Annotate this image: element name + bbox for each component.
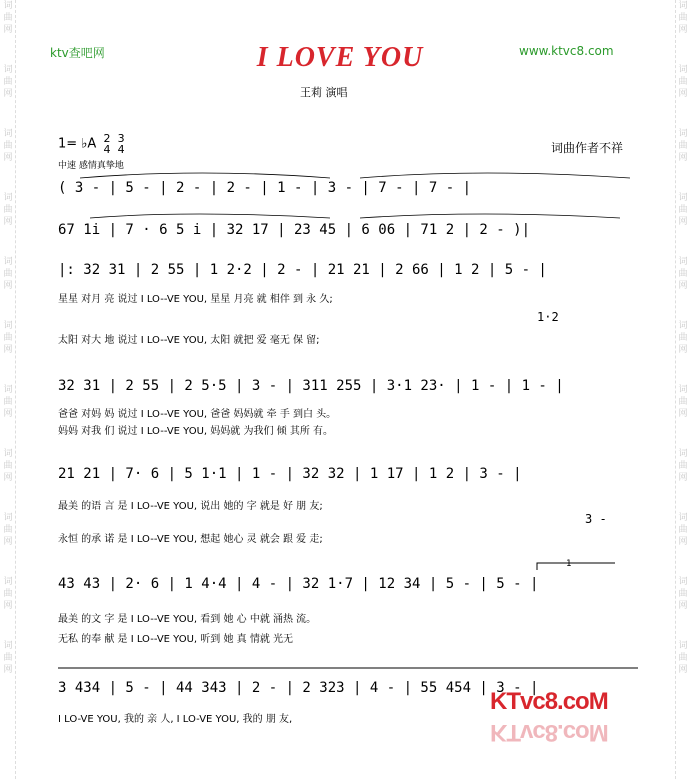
margin-glyph: 词 (3, 449, 13, 459)
margin-glyph: 词 (678, 1, 688, 11)
margin-glyph: 词 (678, 257, 688, 267)
margin-glyph: 曲 (678, 397, 688, 407)
margin-glyph-group (676, 640, 690, 676)
lyric-line-2: 太阳 对大 地 说过 I LO--VE YOU, 太阳 就把 爱 毫无 保 留; (58, 335, 320, 346)
margin-glyph-group (1, 576, 15, 612)
margin-glyph: 网 (678, 217, 688, 227)
margin-glyph: 词 (3, 193, 13, 203)
margin-glyph: 曲 (3, 525, 13, 535)
margin-glyph: 曲 (678, 461, 688, 471)
margin-glyph-group (1, 320, 15, 356)
margin-glyph: 网 (3, 153, 13, 163)
margin-glyph: 词 (3, 577, 13, 587)
margin-glyph-group (1, 128, 15, 164)
margin-glyph-group (676, 256, 690, 292)
margin-glyph-group (1, 512, 15, 548)
score-line-5: 21 21 | 7· 6 | 5 1·1 | 1 - | 32 32 | 1 17 | 1 2 | 3 - | (58, 466, 522, 482)
margin-glyph-group (676, 0, 690, 36)
margin-glyph: 词 (3, 1, 13, 11)
lyric-line-9: I LO-VE YOU, 我的 亲 人, I LO-VE YOU, 我的 朋 友, (58, 714, 293, 725)
margin-glyph-group (676, 320, 690, 356)
meter-b-num: 3 (117, 132, 125, 145)
margin-glyph: 网 (678, 281, 688, 291)
meter-a (103, 133, 110, 155)
margin-glyph-group (1, 256, 15, 292)
margin-glyph: 网 (678, 473, 688, 483)
alt-note-b: 3 - (585, 512, 607, 526)
score-line-6: 43 43 | 2· 6 | 1 4·4 | 4 - | 32 1·7 | 12 34 | 5 - | 5 - | (58, 576, 539, 592)
margin-glyph-group (676, 448, 690, 484)
margin-glyph-group (676, 576, 690, 612)
margin-glyph-group (1, 640, 15, 676)
margin-glyph: 曲 (3, 333, 13, 343)
score-line-3: |: 32 31 | 2 55 | 1 2·2 | 2 - | 21 21 | 2 66 | 1 2 | 5 - | (58, 262, 547, 278)
margin-glyph: 网 (678, 409, 688, 419)
margin-glyph: 曲 (3, 141, 13, 151)
margin-glyph-group (676, 384, 690, 420)
slur-intro-2 (360, 173, 630, 178)
margin-glyph: 网 (678, 345, 688, 355)
margin-glyph: 曲 (3, 77, 13, 87)
singer-credit: 王莉 演唱 (300, 86, 348, 99)
margin-glyph: 曲 (678, 333, 688, 343)
margin-glyph: 词 (678, 65, 688, 75)
margin-glyph: 网 (678, 601, 688, 611)
margin-glyph: 曲 (678, 77, 688, 87)
tempo-marking: 中速 感情真挚地 (58, 161, 124, 171)
margin-glyph: 词 (3, 641, 13, 651)
margin-glyph: 曲 (3, 397, 13, 407)
margin-glyph: 词 (3, 385, 13, 395)
watermark-logo: KTvc8.coM (490, 688, 608, 715)
slur-line2-1 (90, 214, 330, 218)
lyric-line-6: 永恒 的承 诺 是 I LO--VE YOU, 想起 她心 灵 就会 跟 爱 走; (58, 534, 323, 545)
margin-glyph: 词 (3, 513, 13, 523)
margin-glyph: 网 (678, 25, 688, 35)
margin-glyph: 曲 (3, 653, 13, 663)
margin-glyph: 词 (678, 193, 688, 203)
site-url-right: www.ktvc8.com (519, 44, 614, 58)
margin-glyph: 网 (3, 281, 13, 291)
score-line-1: ( 3 - | 5 - | 2 - | 2 - | 1 - | 3 - | 7 - | 7 - | (58, 180, 472, 196)
score-line-4: 32 31 | 2 55 | 2 5·5 | 3 - | 311 255 | 3·1 23· | 1 - | 1 - | (58, 378, 564, 394)
margin-glyph: 网 (3, 473, 13, 483)
lyric-line-4: 妈妈 对我 们 说过 I LO--VE YOU, 妈妈就 为我们 倾 其所 有。 (58, 426, 333, 437)
margin-glyph: 曲 (678, 525, 688, 535)
margin-glyph: 网 (3, 665, 13, 675)
slur-intro-1 (80, 173, 330, 178)
margin-glyph: 曲 (3, 461, 13, 471)
margin-glyph: 曲 (678, 269, 688, 279)
margin-glyph: 网 (678, 153, 688, 163)
song-title: I LOVE YOU (256, 42, 424, 73)
lyric-line-7: 最美 的文 字 是 I LO--VE YOU, 看到 她 心 中就 涌热 流。 (58, 614, 317, 625)
volta-number: 1 (566, 559, 572, 569)
watermark-reflection: KTvc8.coM (490, 719, 608, 746)
margin-glyph-group (676, 192, 690, 228)
margin-glyph: 词 (3, 65, 13, 75)
margin-glyph: 曲 (678, 653, 688, 663)
lyric-line-3: 爸爸 对妈 妈 说过 I LO--VE YOU, 爸爸 妈妈就 牵 手 到白 头。 (58, 409, 337, 420)
margin-glyph-group (1, 64, 15, 100)
margin-glyph: 曲 (678, 13, 688, 23)
margin-glyph: 网 (3, 89, 13, 99)
key-signature (58, 133, 125, 155)
margin-glyph: 词 (3, 129, 13, 139)
meter-b (118, 133, 125, 155)
margin-glyph-group (676, 128, 690, 164)
margin-glyph: 词 (678, 577, 688, 587)
score-line-2: 67 1i | 7 · 6 5 i | 32 17 | 23 45 | 6 06 | 71 2 | 2 - )| (58, 222, 531, 238)
margin-glyph-group (1, 0, 15, 36)
lyric-line-8: 无私 的奉 献 是 I LO--VE YOU, 听到 她 真 情就 光无 (58, 634, 293, 645)
margin-glyph: 网 (3, 409, 13, 419)
margin-glyph: 词 (678, 513, 688, 523)
margin-glyph: 网 (3, 217, 13, 227)
margin-glyph: 曲 (678, 205, 688, 215)
margin-glyph: 网 (3, 537, 13, 547)
right-margin-watermark (675, 0, 690, 779)
margin-glyph-group (1, 448, 15, 484)
key-label: 1= ♭A (58, 136, 97, 152)
margin-glyph: 词 (678, 641, 688, 651)
margin-glyph: 词 (678, 129, 688, 139)
margin-glyph-group (676, 512, 690, 548)
meter-a-num: 2 (103, 132, 111, 145)
margin-glyph: 曲 (678, 141, 688, 151)
margin-glyph-group (1, 192, 15, 228)
lyricist-composer: 词曲作者不祥 (551, 141, 624, 155)
margin-glyph: 曲 (678, 589, 688, 599)
margin-glyph: 词 (3, 321, 13, 331)
margin-glyph: 网 (678, 89, 688, 99)
margin-glyph: 网 (3, 601, 13, 611)
score-line-7: 3 434 | 5 - | 44 343 | 2 - | 2 323 | 4 - | 55 454 | 3 - | (58, 680, 539, 696)
margin-glyph-group (676, 64, 690, 100)
margin-glyph: 曲 (3, 269, 13, 279)
margin-glyph: 网 (678, 665, 688, 675)
margin-glyph: 曲 (3, 13, 13, 23)
lyric-line-1: 星星 对月 亮 说过 I LO--VE YOU, 星星 月亮 就 相伴 到 永 久; (58, 294, 333, 305)
margin-glyph: 曲 (3, 205, 13, 215)
left-margin-watermark (1, 0, 16, 779)
margin-glyph: 词 (678, 321, 688, 331)
lyric-line-5: 最美 的语 言 是 I LO--VE YOU, 说出 她的 字 就是 好 朋 友; (58, 501, 323, 512)
margin-glyph: 词 (3, 257, 13, 267)
margin-glyph: 词 (678, 449, 688, 459)
site-name-left: ktv查吧网 (50, 46, 105, 60)
margin-glyph: 网 (3, 345, 13, 355)
margin-glyph: 曲 (3, 589, 13, 599)
margin-glyph: 网 (678, 537, 688, 547)
slur-line2-2 (360, 214, 620, 218)
meter-b-den: 4 (117, 143, 125, 156)
margin-glyph-group (1, 384, 15, 420)
meter-a-den: 4 (103, 143, 111, 156)
alt-note-a: 1·2 (537, 310, 559, 324)
margin-glyph: 词 (678, 385, 688, 395)
margin-glyph: 网 (3, 25, 13, 35)
